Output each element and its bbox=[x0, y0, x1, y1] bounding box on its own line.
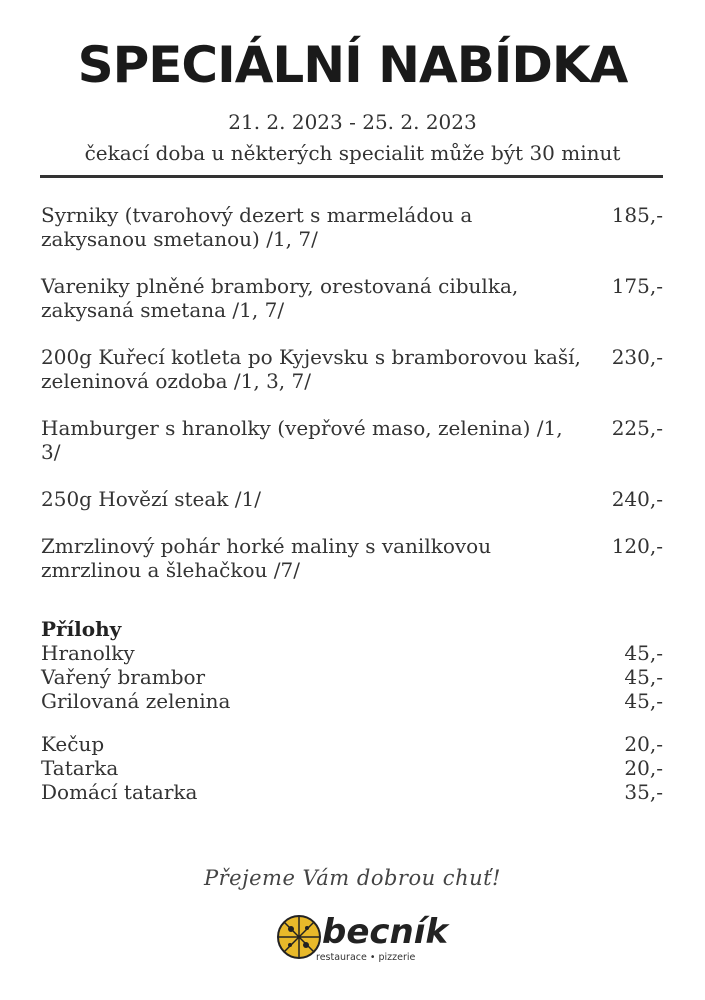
menu-item bbox=[41, 534, 663, 582]
spacer bbox=[41, 713, 663, 732]
side-item bbox=[41, 756, 663, 780]
sides-section bbox=[41, 617, 663, 804]
side-name: Grilovaná zelenina bbox=[41, 689, 231, 713]
menu-item-name: Syrniky (tvarohový dezert s marmeládou a zakysanou smetanou) /1, 7/ bbox=[41, 203, 473, 251]
side-price: 20,- bbox=[624, 732, 663, 756]
menu-item-price: 120,- bbox=[611, 534, 663, 558]
side-price: 45,- bbox=[624, 641, 663, 665]
side-item bbox=[41, 732, 663, 756]
menu-item bbox=[41, 203, 663, 251]
menu-item bbox=[41, 416, 663, 464]
menu-item-price: 230,- bbox=[611, 345, 663, 369]
menu-item-name: Vareniky plněné brambory, orestovaná cibulka, zakysaná smetana /1, 7/ bbox=[41, 274, 519, 322]
date-range: 21. 2. 2023 - 25. 2. 2023 bbox=[228, 110, 477, 134]
logo-word: becník bbox=[322, 912, 449, 952]
side-name: Domácí tatarka bbox=[41, 780, 198, 804]
wait-note: čekací doba u některých specialit může být 30 minut bbox=[84, 141, 621, 165]
wish-text: Přejeme Vám dobrou chuť! bbox=[204, 866, 501, 890]
menu-item bbox=[41, 487, 663, 511]
side-price: 45,- bbox=[624, 665, 663, 689]
menu-item-name: 200g Kuřecí kotleta po Kyjevsku s bramborovou kaší, zeleninová ozdoba /1, 3, 7/ bbox=[41, 345, 581, 393]
menu-item-name: Hamburger s hranolky (vepřové maso, zelenina) /1, 3/ bbox=[41, 416, 563, 464]
side-item bbox=[41, 689, 663, 713]
menu-items bbox=[41, 203, 663, 605]
logo-subtitle: restaurace • pizzerie bbox=[316, 952, 416, 963]
side-item bbox=[41, 780, 663, 804]
side-price: 20,- bbox=[624, 756, 663, 780]
menu-item-name: 250g Hovězí steak /1/ bbox=[41, 487, 261, 511]
menu-item-price: 175,- bbox=[611, 274, 663, 298]
divider bbox=[40, 175, 663, 178]
side-name: Hranolky bbox=[41, 641, 135, 665]
sides-title: Přílohy bbox=[41, 617, 122, 641]
side-name: Vařený brambor bbox=[41, 665, 206, 689]
side-name: Kečup bbox=[41, 732, 105, 756]
menu-item-price: 185,- bbox=[611, 203, 663, 227]
menu-item-price: 240,- bbox=[611, 487, 663, 511]
side-item bbox=[41, 641, 663, 665]
menu-item bbox=[41, 345, 663, 393]
side-price: 35,- bbox=[624, 780, 663, 804]
menu-item bbox=[41, 274, 663, 322]
menu-item-price: 225,- bbox=[611, 416, 663, 440]
side-name: Tatarka bbox=[41, 756, 119, 780]
menu-item-name: Zmrzlinový pohár horké maliny s vanilkovou zmrzlinou a šlehačkou /7/ bbox=[41, 534, 492, 582]
restaurant-logo bbox=[276, 912, 449, 972]
side-price: 45,- bbox=[624, 689, 663, 713]
page-title: SPECIÁLNÍ NABÍDKA bbox=[77, 36, 628, 94]
side-item bbox=[41, 665, 663, 689]
